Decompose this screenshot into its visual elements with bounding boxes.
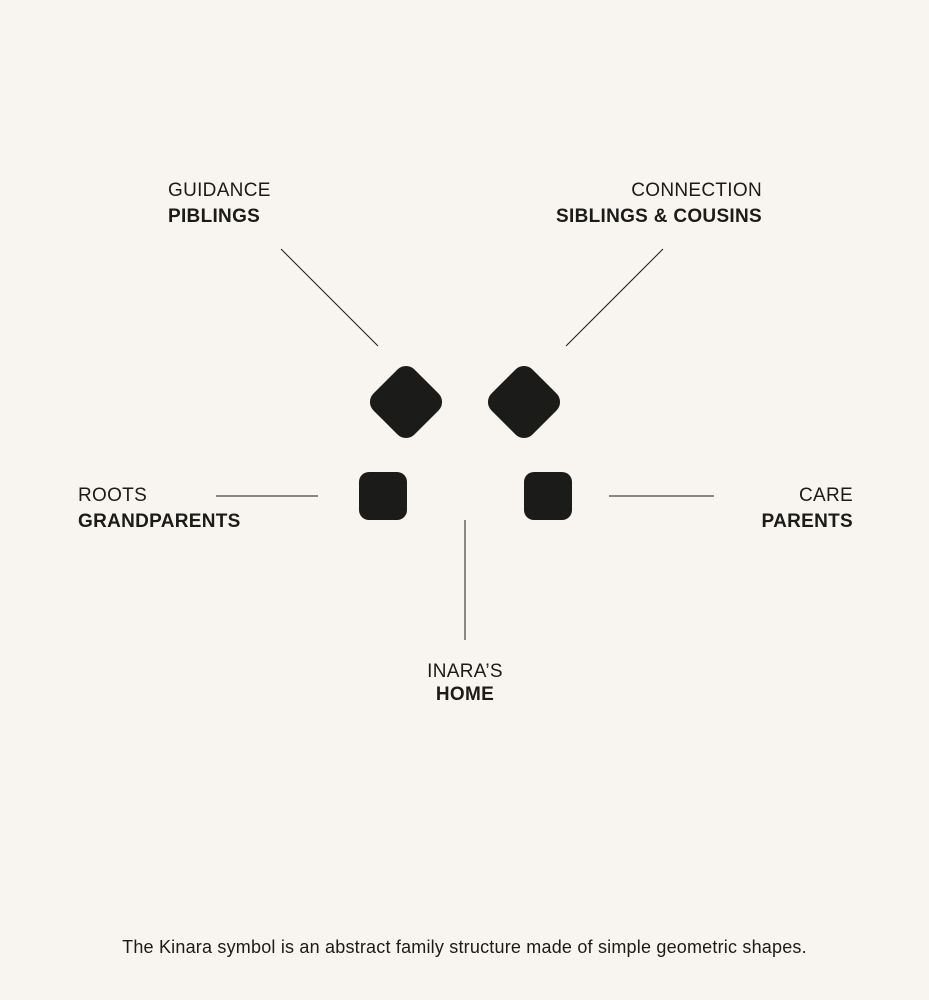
connection-label bbox=[556, 180, 762, 229]
home-label-top: INARA’S bbox=[427, 661, 503, 682]
piblings-diamond-shape bbox=[365, 361, 447, 443]
connector-guidance bbox=[281, 249, 378, 346]
connector-connection bbox=[566, 249, 663, 346]
caption: The Kinara symbol is an abstract family structure made of simple geometric shapes. bbox=[122, 937, 807, 957]
guidance-label bbox=[168, 180, 271, 229]
care-label-top: CARE bbox=[799, 485, 853, 506]
home-label-bottom: HOME bbox=[435, 683, 495, 705]
parents-square-shape bbox=[524, 472, 572, 520]
siblings-diamond-shape bbox=[483, 361, 565, 443]
care-label-bottom: PARENTS bbox=[761, 510, 853, 532]
connection-label-bottom: SIBLINGS & COUSINS bbox=[556, 205, 762, 227]
roots-label-top: ROOTS bbox=[78, 485, 148, 506]
connection-label-top: CONNECTION bbox=[631, 180, 762, 201]
roots-label-bottom: GRANDPARENTS bbox=[78, 510, 241, 532]
grandparents-square-shape bbox=[359, 472, 407, 520]
home-label bbox=[365, 661, 565, 707]
guidance-label-top: GUIDANCE bbox=[168, 180, 271, 201]
guidance-label-bottom: PIBLINGS bbox=[168, 205, 261, 227]
care-label bbox=[762, 485, 853, 534]
roots-label bbox=[78, 485, 241, 534]
